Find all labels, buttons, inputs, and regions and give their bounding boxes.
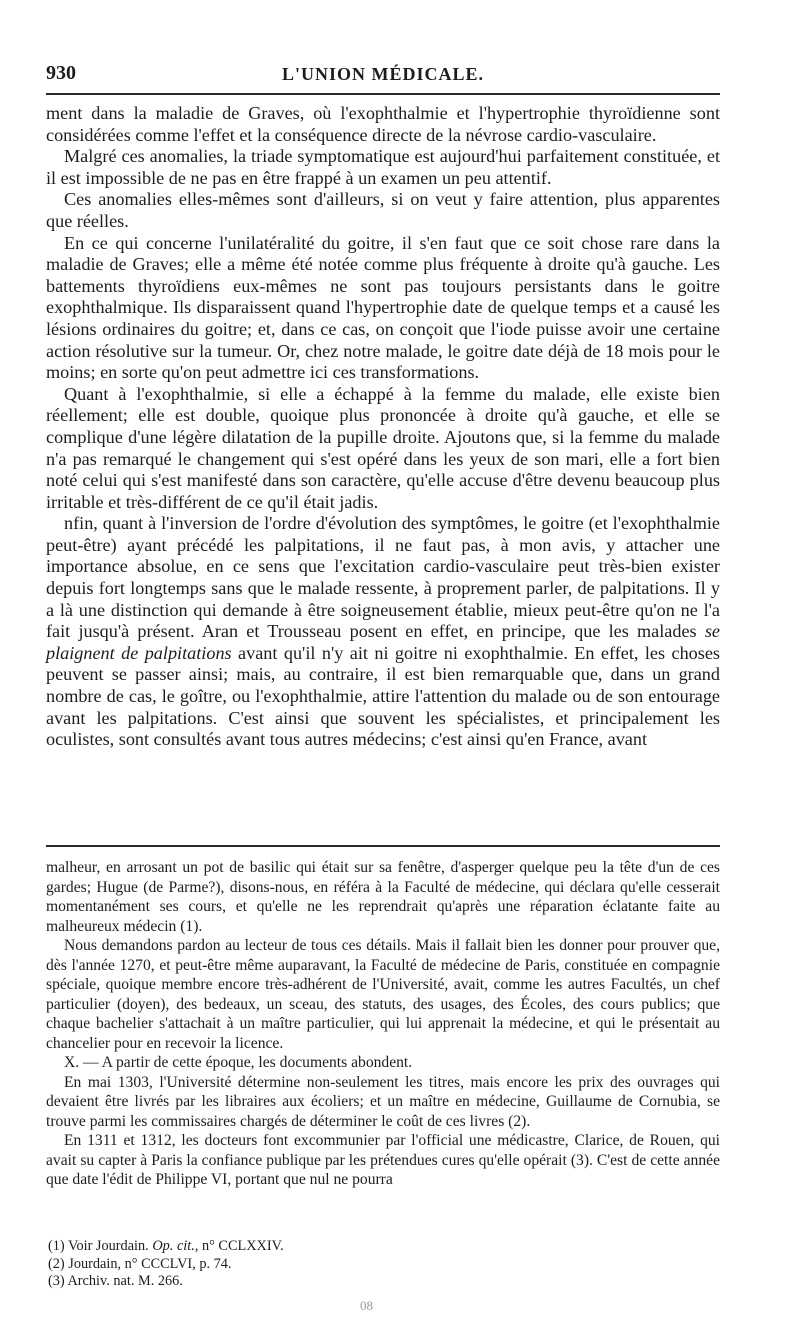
- paragraph-text: avant qu'il n'y ait ni goitre ni exophthalmie. En effet, les choses peuvent se passer ainsi; mais, au contraire, il est bien remarquable que, dans un grand nombre de cas, le goître, ou l'exophthalmie, attire l'attention du malade ou de son entourage avant les palpitations. C'est ainsi que souvent les spécialistes, et principalement les oculistes, sont consultés avant tous autres médecins; c'est ainsi qu'en France, avant: [46, 642, 720, 750]
- paragraph: En 1311 et 1312, les docteurs font excommunier par l'official une médicastre, Clarice, de Rouen, qui avait su capter à Paris la confiance publique par les prétendues cures qu'elle opérait (3). C'est de cette année que date l'édit de Philippe VI, portant que nul ne pourra: [46, 1132, 720, 1188]
- paragraph: Malgré ces anomalies, la triade symptomatique est aujourd'hui parfaitement constituée, et il est impossible de ne pas en être frappé à un examen un peu attentif.: [46, 146, 720, 188]
- footnote-number: (3): [48, 1273, 65, 1289]
- footnote: [46, 1256, 720, 1274]
- page-number: 930: [46, 62, 76, 84]
- italic-phrase: se plaignent de palpitations: [46, 621, 720, 663]
- paragraph: En mai 1303, l'Université détermine non-seulement les titres, mais encore les prix des ouvrages qui devaient être livrés par les libraires aux écoliers; et un maître en médecine, Guillaume de Cornubia, se trouve parmi les commissaires chargés de déterminer le coût de ces livres (2).: [46, 1073, 720, 1130]
- footnote-text-part: , n° CCLXXIV.: [194, 1238, 284, 1254]
- header-rule: [46, 93, 720, 95]
- section-heading-paragraph: X. — A partir de cette époque, les documents abondent.: [64, 1054, 413, 1071]
- footnote-number: (2): [48, 1255, 65, 1272]
- printer-signature: 08: [360, 1298, 373, 1313]
- paragraph: Quant à l'exophthalmie, si elle a échappé à la femme du malade, elle existe bien réellement; elle est double, quoique plus prononcée à droite qu'à gauche, et elle se complique d'une légère dilatation de la pupille droite. Ajoutons que, si la femme du malade n'a pas remarqué le changement qui s'est opéré dans les yeux de son mari, elle a fort bien noté celui qui s'est manifesté dans son caractère, qu'elle accuse d'être devenu beaucoup plus irritable et très-différent de ce qu'il était jadis.: [46, 383, 720, 512]
- paragraph-inversion: [46, 513, 720, 751]
- paragraph: Ces anomalies elles-mêmes sont d'ailleurs, si on veut y faire attention, plus apparentes que réelles.: [46, 189, 720, 231]
- paragraph: Nous demandons pardon au lecteur de tous ces détails. Mais il fallait bien les donner pour prouver que, dès l'année 1270, et peut-être même auparavant, la Faculté de médecine de Paris, constituée en compagnie spéciale, quoique membre encore très-adhérent de l'Université, avait, comme les autres Facultés, un chef particulier (doyen), des bedeaux, un sceau, des statuts, des usages, des Écoles, des cours publics; que chaque bachelier s'attachait à un maître particulier, qui lui apprenait la médecine, et qui le présentait au chancelier pour en recevoir la licence.: [46, 937, 720, 1052]
- footnote: [46, 1273, 720, 1291]
- journal-title: L'UNION MÉDICALE.: [281, 64, 485, 84]
- footnote-text: Archiv. nat. M. 266.: [67, 1273, 183, 1289]
- footnote: [46, 1238, 720, 1256]
- main-article-column: [46, 103, 720, 751]
- footnote-number: (1): [48, 1238, 65, 1254]
- paragraph: ment dans la maladie de Graves, où l'exophthalmie et l'hypertrophie thyroïdienne sont considérées comme l'effet et la conséquence directe de la névrose cardio-vasculaire.: [46, 103, 720, 145]
- paragraph-text: nfin, quant à l'inversion de l'ordre d'évolution des symptômes, le goitre (et l'exophthalmie peut-être) ayant précédé les palpitations, il ne faut pas, à mon avis, y attacher une importance absolue, en ce sens que l'excitation cardio-vasculaire peut très-bien exister depuis fort longtemps sans que le malade ressente, à proprement parler, de palpitations. Il y a là une distinction qui demande à être soigneusement établie, mieux peut-être qu'on ne l'a fait jusqu'à présent. Aran et Trousseau posent en effet, en principe, que les malades: [46, 513, 720, 642]
- footnotes: [46, 1238, 720, 1291]
- footnote-text-part: Voir Jourdain.: [68, 1238, 153, 1254]
- running-header: [46, 62, 720, 90]
- paragraph: malheur, en arrosant un pot de basilic qui était sur sa fenêtre, d'asperger quelque peu la tête d'un de ces gardes; Hugue (de Parme?), disons-nous, en référa à la Faculté de médecine, qui déclara qu'elle cesserait momentanément ses cours, et qu'elle ne les reprendrait qu'après une réparation éclatante faite au malheureux médecin (1).: [46, 859, 720, 935]
- footnote-text: Jourdain, n° CCCLVI, p. 74.: [68, 1255, 232, 1272]
- footnote-italic: Op. cit.: [152, 1238, 195, 1254]
- feuilleton-column: [46, 858, 720, 1190]
- footnote-text: [68, 1238, 284, 1254]
- feuilleton-rule: [46, 845, 720, 847]
- paragraph: En ce qui concerne l'unilatéralité du goitre, il s'en faut que ce soit chose rare dans la maladie de Graves; elle a même été notée comme plus fréquente à droite qu'à gauche. Les battements thyroïdiens eux-mêmes ne sont pas toujours persistants dans le goitre exophthalmique. Ils disparaissent quand l'hypertrophie date de quelque temps et a causé les lésions ordinaires du goitre; et, dans ce cas, on conçoit que l'iode puisse avoir une certaine action résolutive sur la tumeur. Or, chez notre malade, le goitre date déjà de 18 mois pour le moins; en sorte qu'on peut admettre ici ces transformations.: [46, 232, 720, 383]
